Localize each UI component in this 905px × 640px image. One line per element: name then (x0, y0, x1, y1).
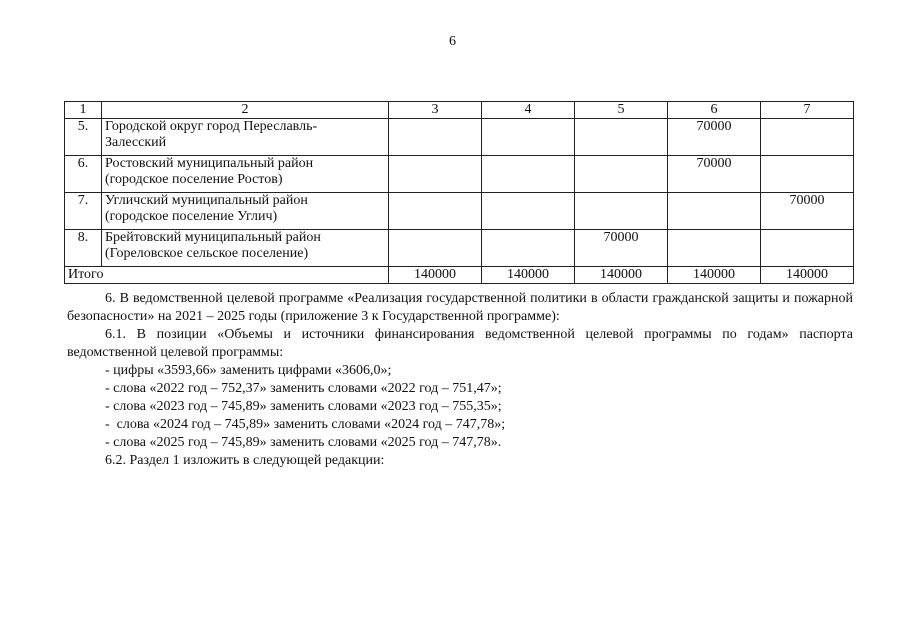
value-cell: 70000 (668, 119, 761, 156)
total-value: 140000 (668, 267, 761, 284)
amendment-line: - слова «2025 год – 745,89» заменить словами «2025 год – 747,78». (105, 435, 502, 450)
value-cell (575, 156, 668, 193)
value-cell (668, 230, 761, 267)
amendment-line: - слова «2022 год – 752,37» заменить словами «2022 год – 751,47»; (105, 381, 502, 396)
row-number: 5. (65, 119, 102, 156)
value-cell (482, 230, 575, 267)
value-cell (761, 119, 854, 156)
value-cell (761, 230, 854, 267)
row-number: 6. (65, 156, 102, 193)
row-name-line: Ростовский муниципальный район (105, 156, 314, 171)
paragraph-6: 6. В ведомственной целевой программе «Реализация государственной политики в области гражданской защиты и пожарной безопасности» на 2021 – 2025 годы (приложение 3 к Государственной программе): (67, 291, 853, 324)
amendment-line: - цифры «3593,66» заменить цифрами «3606,0»; (105, 363, 392, 378)
row-name-cell (102, 156, 389, 193)
header-cell: 6 (668, 102, 761, 119)
table-row (65, 230, 854, 267)
header-cell: 3 (389, 102, 482, 119)
row-name-line: Угличский муниципальный район (105, 193, 308, 208)
header-cell: 1 (65, 102, 102, 119)
value-cell (389, 230, 482, 267)
value-cell: 70000 (668, 156, 761, 193)
total-value: 140000 (389, 267, 482, 284)
header-cell: 4 (482, 102, 575, 119)
value-cell (482, 119, 575, 156)
total-value: 140000 (761, 267, 854, 284)
value-cell (389, 156, 482, 193)
row-name-cell (102, 119, 389, 156)
row-number: 7. (65, 193, 102, 230)
row-name-line: (городское поселение Ростов) (105, 172, 283, 187)
amendment-line: - слова «2023 год – 745,89» заменить словами «2023 год – 755,35»; (105, 399, 502, 414)
header-cell: 7 (761, 102, 854, 119)
value-cell (668, 193, 761, 230)
value-cell (482, 193, 575, 230)
paragraph-6-2: 6.2. Раздел 1 изложить в следующей редакции: (105, 453, 385, 468)
value-cell (575, 119, 668, 156)
funding-table (64, 101, 854, 284)
total-value: 140000 (482, 267, 575, 284)
row-name-line: Городской округ город Переславль- (105, 119, 318, 134)
document-text (67, 290, 853, 470)
value-cell (761, 156, 854, 193)
header-cell: 2 (102, 102, 389, 119)
value-cell (389, 193, 482, 230)
row-name-line: (Гореловское сельское поселение) (105, 246, 309, 261)
row-number: 8. (65, 230, 102, 267)
table-row (65, 119, 854, 156)
table-total-row (65, 267, 854, 284)
total-value: 140000 (575, 267, 668, 284)
value-cell (575, 193, 668, 230)
total-label: Итого (65, 267, 389, 284)
row-name-cell (102, 193, 389, 230)
value-cell (389, 119, 482, 156)
row-name-line: Залесский (105, 135, 167, 150)
row-name-line: (городское поселение Углич) (105, 209, 278, 224)
table-row (65, 193, 854, 230)
paragraph-6-1: 6.1. В позиции «Объемы и источники финансирования ведомственной целевой программы по годам» паспорта ведомственной целевой программы: (67, 327, 853, 360)
header-cell: 5 (575, 102, 668, 119)
value-cell: 70000 (761, 193, 854, 230)
value-cell: 70000 (575, 230, 668, 267)
row-name-line: Брейтовский муниципальный район (105, 230, 321, 245)
row-name-cell (102, 230, 389, 267)
page-number: 6 (449, 34, 456, 49)
value-cell (482, 156, 575, 193)
table-header-row (65, 102, 854, 119)
table-row (65, 156, 854, 193)
amendment-line: - слова «2024 год – 745,89» заменить словами «2024 год – 747,78»; (105, 417, 506, 432)
